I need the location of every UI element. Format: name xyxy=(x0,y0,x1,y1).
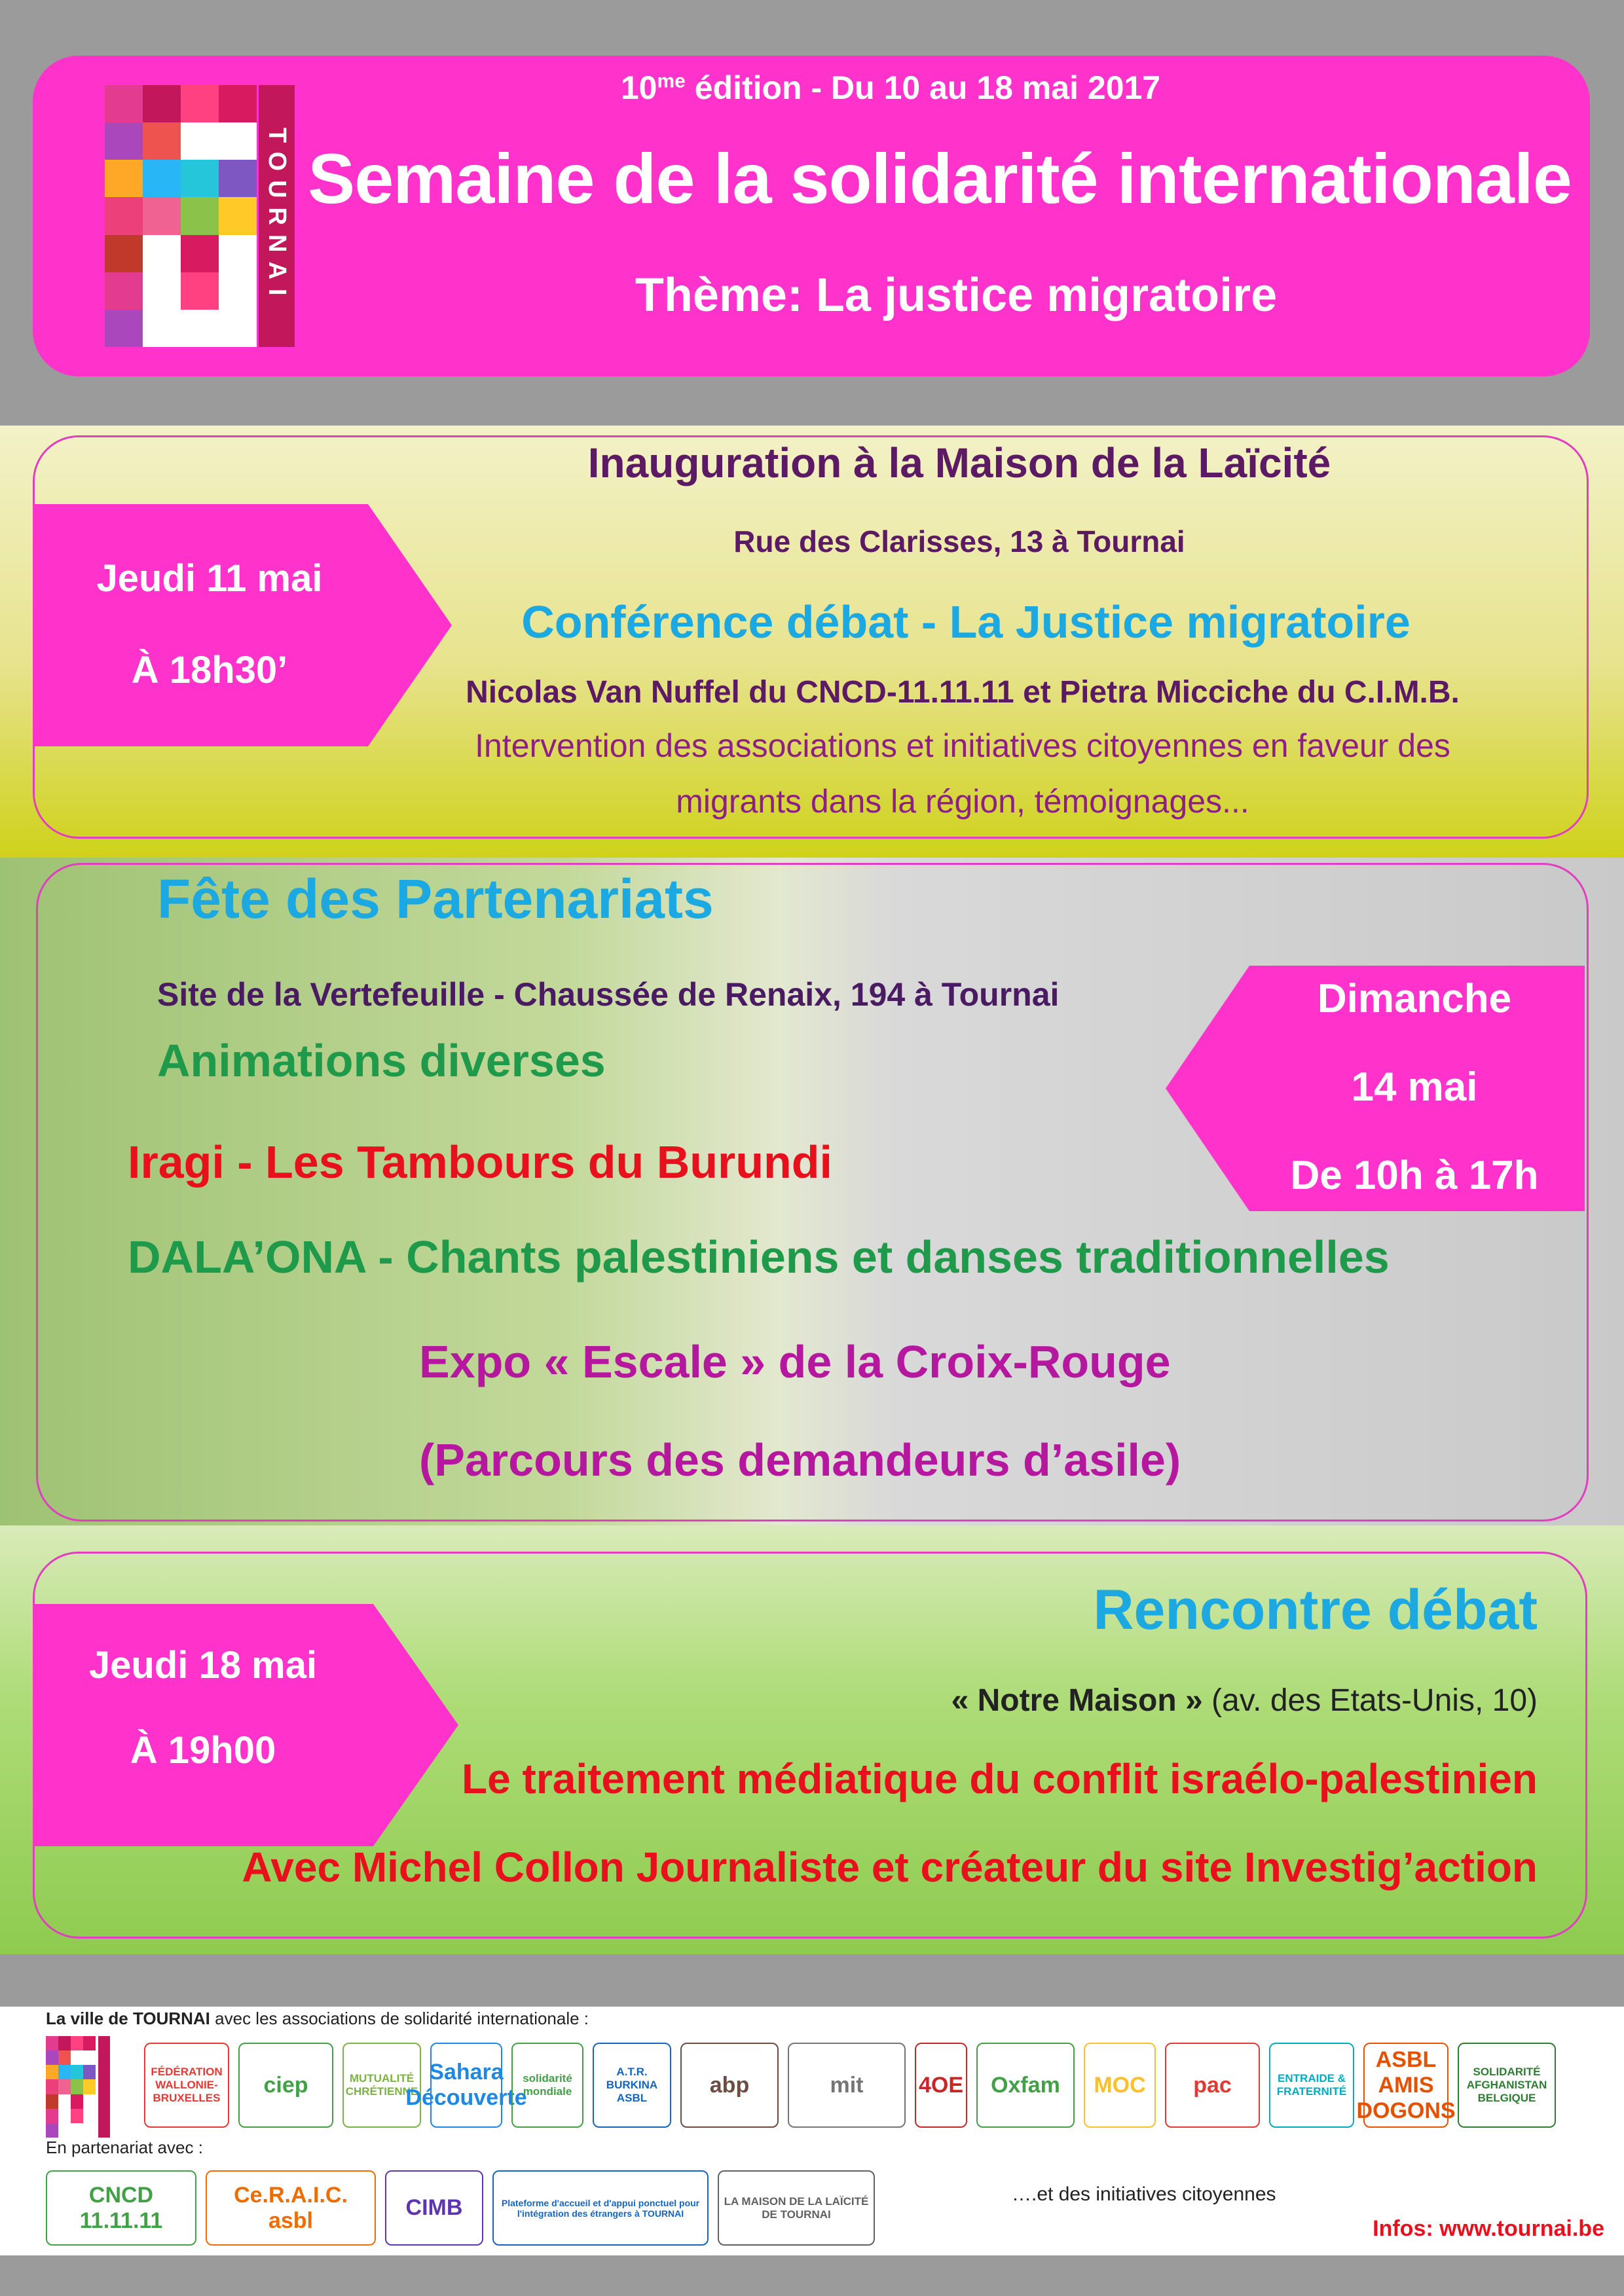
logo-tile xyxy=(181,85,219,122)
logo-tile xyxy=(105,160,143,197)
event2-animations: Animations diverses xyxy=(157,1035,606,1086)
logo-tile xyxy=(58,2065,71,2079)
tournai-logo-text: TOURNAI xyxy=(259,85,295,347)
logo-tile xyxy=(219,160,257,197)
edition-dates: édition - Du 10 au 18 mai 2017 xyxy=(685,69,1161,106)
event1-time: À 18h30’ xyxy=(131,649,288,691)
event2-title: Fête des Partenariats xyxy=(157,868,714,930)
logo-tile xyxy=(219,197,257,234)
logo-tile xyxy=(143,235,181,272)
partner-logo: Sahara Découverte xyxy=(430,2043,502,2128)
event3-topic: Le traitement médiatique du conflit israélo-palestinien xyxy=(462,1755,1538,1802)
edition-number: 10 xyxy=(620,69,657,106)
partner-logo: 4OE xyxy=(915,2043,967,2128)
logo-tile xyxy=(58,2094,71,2109)
logo-tile xyxy=(83,2050,96,2065)
partner-logo: CNCD 11.11.11 xyxy=(46,2170,196,2246)
logo-tile xyxy=(181,197,219,234)
logo-tile xyxy=(58,2079,71,2094)
theme-line: Thème: La justice migratoire xyxy=(635,269,1278,321)
partner-logo: CIMB xyxy=(385,2170,483,2246)
logo-tile xyxy=(143,160,181,197)
partner-logo: pac xyxy=(1165,2043,1260,2128)
logo-tile xyxy=(58,2123,71,2138)
logo-tile xyxy=(219,122,257,160)
logo-tile xyxy=(46,2094,58,2109)
logo-tile xyxy=(181,310,219,347)
logo-tile xyxy=(83,2036,96,2050)
event1-speakers: Nicolas Van Nuffel du CNCD-11.11.11 et Pietra Micciche du C.I.M.B. xyxy=(466,675,1460,710)
logo-tile xyxy=(219,235,257,272)
partner-logo: ciep xyxy=(238,2043,333,2128)
logo-tile xyxy=(105,310,143,347)
logo-tile xyxy=(46,2079,58,2094)
logo-tile xyxy=(71,2094,83,2109)
page-title: Semaine de la solidarité internationale xyxy=(308,139,1572,218)
partner-logo: abp xyxy=(680,2043,779,2128)
footer-intro-city: La ville de TOURNAI xyxy=(46,2009,210,2028)
logo-tile xyxy=(219,272,257,310)
footer-intro xyxy=(46,2009,589,2029)
logo-tile xyxy=(71,2050,83,2065)
event3-venue-name: « Notre Maison » xyxy=(951,1683,1203,1718)
logo-tile xyxy=(181,122,219,160)
logo-tile xyxy=(143,85,181,122)
logo-tile xyxy=(143,197,181,234)
logo-tile xyxy=(105,272,143,310)
partner-logo: LA MAISON DE LA LAÏCITÉ DE TOURNAI xyxy=(718,2170,875,2246)
partner-logo: mit xyxy=(788,2043,906,2128)
logo-tile xyxy=(219,310,257,347)
logo-tile xyxy=(83,2079,96,2094)
partner-logo: MOC xyxy=(1084,2043,1156,2128)
event1-date: Jeudi 11 mai xyxy=(96,557,323,600)
footer-infos: Infos: www.tournai.be xyxy=(1373,2216,1604,2241)
event2-address: Site de la Vertefeuille - Chaussée de Renaix, 194 à Tournai xyxy=(157,976,1060,1013)
partner-logo: ASBL AMIS DOGONS xyxy=(1363,2043,1449,2128)
partner-logo: A.T.R. BURKINA ASBL xyxy=(593,2043,671,2128)
logo-tile xyxy=(143,272,181,310)
logo-tile xyxy=(71,2065,83,2079)
logo-tile xyxy=(83,2065,96,2079)
logo-tile xyxy=(46,2123,58,2138)
edition-line xyxy=(327,69,1454,107)
event3-date: Jeudi 18 mai xyxy=(88,1644,318,1686)
logo-tile xyxy=(71,2079,83,2094)
partner-logo: Ce.R.A.I.C. asbl xyxy=(206,2170,376,2246)
event1-address: Rue des Clarisses, 13 à Tournai xyxy=(733,524,1185,558)
logo-tile xyxy=(143,122,181,160)
partner-logo: Plateforme d'accueil et d'appui ponctuel pour l'intégration des étrangers à TOURNAI xyxy=(492,2170,709,2246)
logo-tile xyxy=(181,160,219,197)
event1-talk-title: Conférence débat - La Justice migratoire xyxy=(521,596,1411,647)
logo-tile xyxy=(105,122,143,160)
logo-tile xyxy=(71,2109,83,2123)
logo-tile xyxy=(46,2050,58,2065)
event3-speaker: Avec Michel Collon Journaliste et créateur du site Investig’action xyxy=(242,1844,1538,1891)
event3-venue xyxy=(951,1683,1538,1719)
event3-title: Rencontre débat xyxy=(1093,1578,1538,1641)
event2-act-2: DALA’ONA - Chants palestiniens et danses traditionnelles xyxy=(128,1231,1390,1283)
event1-description-1: Intervention des associations et initiatives citoyennes en faveur des xyxy=(475,727,1450,764)
event3-date-arrow xyxy=(33,1604,458,1846)
footer-partners-label: En partenariat avec : xyxy=(46,2138,203,2157)
logo-tile xyxy=(46,2065,58,2079)
event2-expo-2: (Parcours des demandeurs d’asile) xyxy=(419,1434,1181,1485)
event1-description-2: migrants dans la région, témoignages... xyxy=(676,783,1249,820)
logo-tile xyxy=(219,85,257,122)
logo-tile xyxy=(83,2109,96,2123)
logo-tile xyxy=(46,2036,58,2050)
partner-logos-row-1 xyxy=(131,2030,1591,2141)
event2-date: 14 mai xyxy=(1351,1065,1478,1110)
partner-logos-row-2 xyxy=(46,2138,976,2249)
event2-act-1: Iragi - Les Tambours du Burundi xyxy=(128,1137,832,1188)
event2-day: Dimanche xyxy=(1317,976,1512,1021)
edition-suffix: me xyxy=(657,70,686,92)
logo-tile xyxy=(181,272,219,310)
partner-logo: FÉDÉRATION WALLONIE-BRUXELLES xyxy=(144,2043,229,2128)
event3-venue-address: (av. des Etats-Unis, 10) xyxy=(1202,1683,1538,1718)
partner-logo: solidarité mondiale xyxy=(511,2043,583,2128)
event2-time: De 10h à 17h xyxy=(1290,1153,1539,1198)
logo-tile xyxy=(83,2094,96,2109)
partner-logo: ENTRAIDE & FRATERNITÉ xyxy=(1269,2043,1354,2128)
event3-time: À 19h00 xyxy=(130,1729,276,1772)
event1-venue-title: Inauguration à la Maison de la Laïcité xyxy=(587,439,1331,486)
partner-logo: MUTUALITÉ CHRÉTIENNE xyxy=(342,2043,421,2128)
logo-tile xyxy=(58,2050,71,2065)
logo-tile xyxy=(105,85,143,122)
logo-tile xyxy=(58,2109,71,2123)
logo-tile xyxy=(143,310,181,347)
logo-tile xyxy=(105,235,143,272)
footer-intro-text: avec les associations de solidarité internationale : xyxy=(210,2009,589,2028)
logo-tile xyxy=(58,2036,71,2050)
logo-tile xyxy=(105,197,143,234)
partner-logo: SOLIDARITÉ AFGHANISTAN BELGIQUE xyxy=(1458,2043,1556,2128)
logo-tile xyxy=(181,235,219,272)
tournai-logo-small-bar xyxy=(98,2036,110,2138)
logo-tile xyxy=(71,2123,83,2138)
logo-tile xyxy=(46,2109,58,2123)
partner-logo: Oxfam xyxy=(976,2043,1075,2128)
logo-tile xyxy=(83,2123,96,2138)
logo-tile xyxy=(71,2036,83,2050)
footer-citizens: ….et des initiatives citoyennes xyxy=(1012,2183,1276,2205)
event2-expo-1: Expo « Escale » de la Croix-Rouge xyxy=(419,1336,1171,1387)
